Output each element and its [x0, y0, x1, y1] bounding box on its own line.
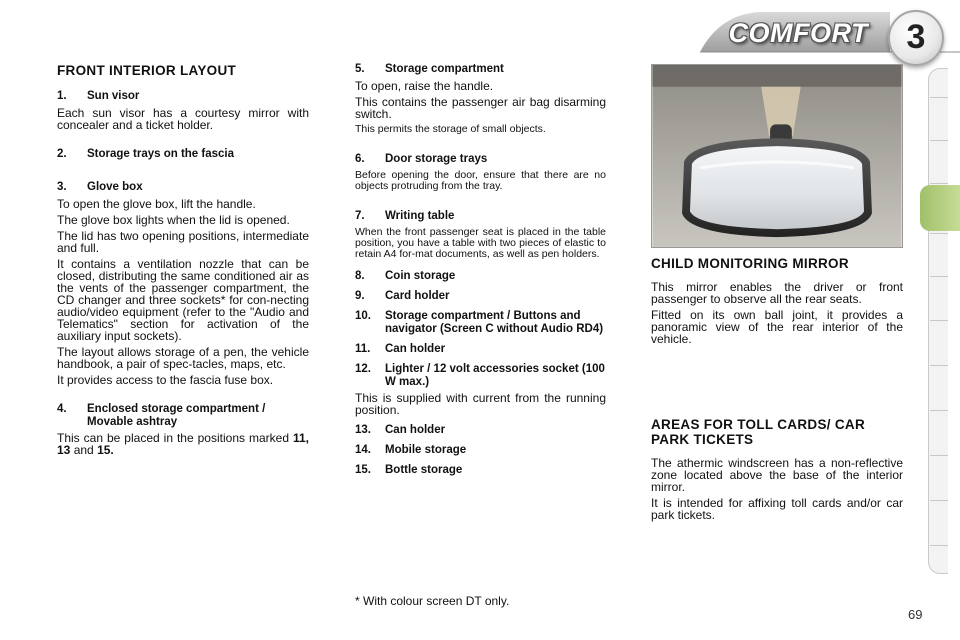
item-text: This is supplied with current from the running position.	[355, 391, 606, 417]
column-2	[355, 60, 606, 477]
page-number: 69	[908, 607, 923, 622]
chapter-tab-rail	[928, 68, 948, 574]
section-heading: CHILD MONITORING MIRROR	[651, 256, 849, 271]
item-heading: 13. Can holder	[355, 424, 446, 436]
item-heading: 15. Bottle storage	[355, 464, 463, 476]
column-1	[57, 60, 309, 456]
item-text: When the front passenger seat is placed in the table position, you have a table with two pieces of elastic to retain A4 for-mat documents, as well as pen holders.	[355, 226, 606, 260]
item-text: The athermic windscreen has a non-reflective zone located above the base of the interior mirror.	[651, 456, 903, 494]
tab-divider	[930, 410, 948, 411]
item-heading: 12. Lighter / 12 volt accessories socket (100 W max.)	[355, 363, 605, 388]
item-text: The layout allows storage of a pen, the vehicle handbook, a pair of spec-tacles, maps, etc.	[57, 345, 309, 371]
chapter-number: 3	[906, 18, 926, 56]
section-heading: AREAS FOR TOLL CARDS/ CAR PARK TICKETS	[651, 417, 866, 447]
column-3	[651, 256, 903, 521]
item-heading: 14. Mobile storage	[355, 444, 467, 456]
tab-divider	[930, 545, 948, 546]
tab-divider	[930, 97, 948, 98]
item-text: This can be placed in the positions marked 11, 13 and 15.	[57, 431, 309, 457]
active-chapter-tab[interactable]	[920, 185, 960, 231]
tab-divider	[930, 320, 948, 321]
item-heading: 9. Card holder	[355, 290, 450, 302]
item-text: It contains a ventilation nozzle that can be closed, distributing the same conditioned air as the vents of the passenger compartment, the CD changer and three sockets* for con-necting audio/video equipment (refer to the "Audio and Telematics" section for activation of the auxiliary input sockets).	[57, 257, 309, 343]
item-heading: 1. Sun visor	[57, 90, 140, 102]
item-text: To open, raise the handle.	[355, 79, 494, 93]
section-title: COMFORT	[728, 18, 868, 48]
tab-divider	[930, 276, 948, 277]
item-text: Each sun visor has a courtesy mirror with concealer and a ticket holder.	[57, 106, 309, 132]
section-heading: FRONT INTERIOR LAYOUT	[57, 63, 237, 78]
tab-divider	[930, 233, 948, 234]
item-text: The glove box lights when the lid is opened.	[57, 213, 290, 227]
tab-divider	[930, 365, 948, 366]
item-text: Fitted on its own ball joint, it provides a panoramic view of the rear interior of the vehicle.	[651, 308, 903, 346]
tab-divider	[930, 455, 948, 456]
item-heading: 5. Storage compartment	[355, 63, 504, 75]
item-text: To open the glove box, lift the handle.	[57, 197, 256, 211]
tab-divider	[930, 140, 948, 141]
item-text: The lid has two opening positions, intermediate and full.	[57, 229, 309, 255]
item-text: This contains the passenger air bag disarming switch.	[355, 95, 606, 121]
tab-divider	[930, 500, 948, 501]
item-text: Before opening the door, ensure that there are no objects protruding from the tray.	[355, 169, 606, 192]
tab-divider	[930, 183, 948, 184]
item-text: It is intended for affixing toll cards and/or car park tickets.	[651, 496, 903, 522]
item-heading: 11. Can holder	[355, 343, 446, 355]
item-text: This mirror enables the driver or front passenger to observe all the rear seats.	[651, 280, 903, 306]
item-text: This permits the storage of small objects.	[355, 123, 546, 135]
item-heading: 10. Storage compartment / Buttons and navigator (Screen C without Audio RD4)	[355, 310, 604, 335]
footnote: * With colour screen DT only.	[355, 594, 510, 608]
rear-view-mirror-photo	[651, 64, 903, 248]
item-text: It provides access to the fascia fuse box.	[57, 373, 274, 387]
item-heading: 8. Coin storage	[355, 270, 456, 282]
item-heading: 4. Enclosed storage compartment / Movable ashtray	[57, 403, 266, 428]
item-heading: 6. Door storage trays	[355, 153, 488, 165]
chapter-badge	[888, 10, 944, 66]
item-heading: 3. Glove box	[57, 181, 143, 193]
item-heading: 7. Writing table	[355, 210, 455, 222]
item-heading: 2. Storage trays on the fascia	[57, 148, 234, 160]
